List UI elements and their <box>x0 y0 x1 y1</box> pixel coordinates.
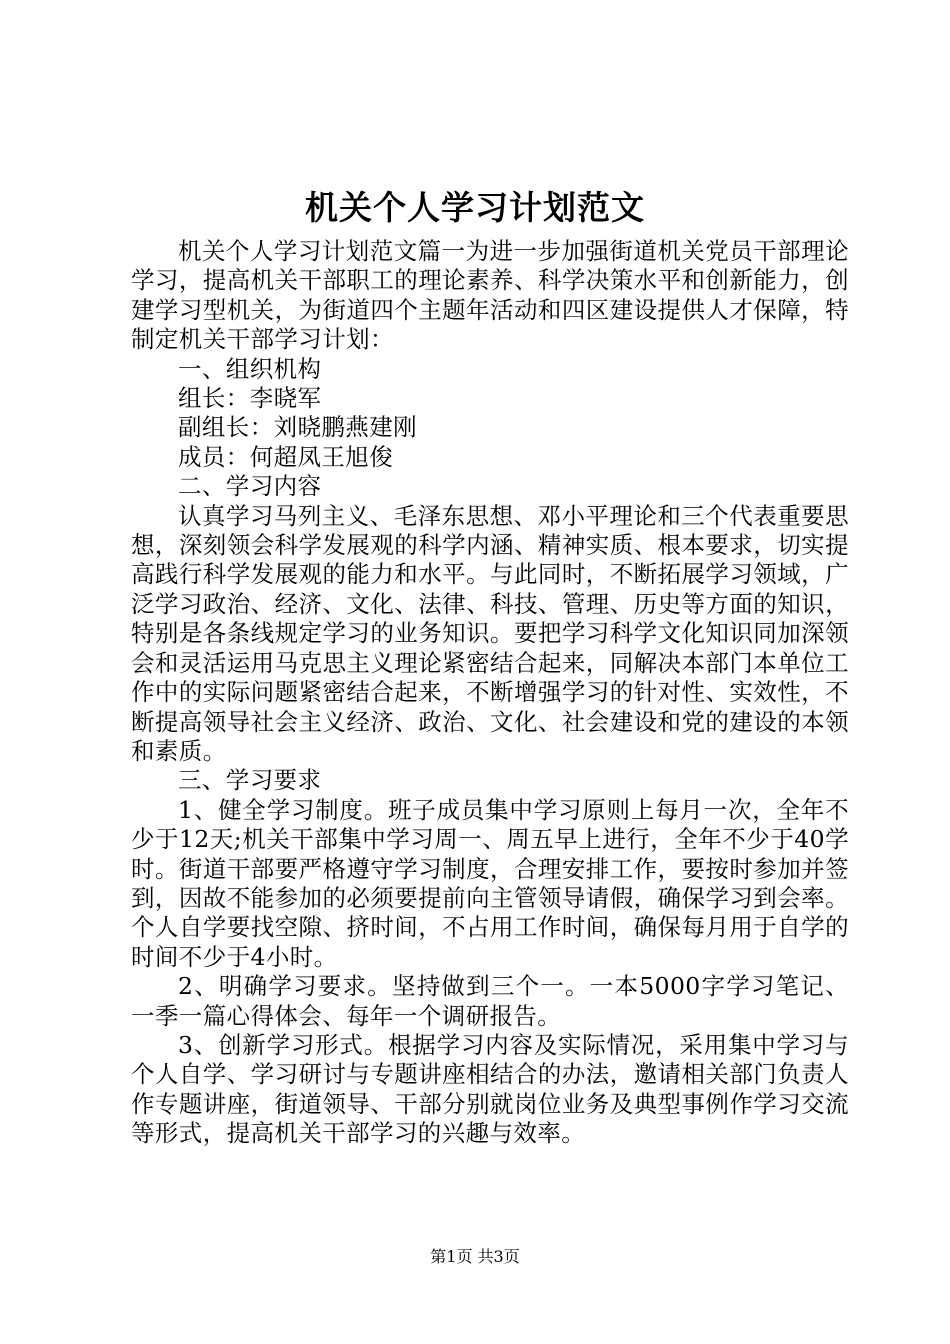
requirement-item-2: 2、明确学习要求。坚持做到三个一。一本5000字学习笔记、一季一篇心得体会、每年一个调研报告。 <box>131 972 849 1030</box>
group-leader-line: 组长：李晓军 <box>178 384 322 413</box>
requirement-item-1: 1、健全学习制度。班子成员集中学习原则上每月一次，全年不少于12天;机关干部集中学习周一、周五早上进行，全年不少于40学时。街道干部要严格遵守学习制度，合理安排工作，要按时参加并签到，因故不能参加的必须要提前向主管领导请假，确保学习到会率。个人自学要找空隙、挤时间，不占用工作时间，确保每月用于自学的时间不少于4小时。 <box>131 795 849 971</box>
intro-paragraph: 机关个人学习计划范文篇一为进一步加强街道机关党员干部理论学习，提高机关干部职工的理论素养、科学决策水平和创新能力，创建学习型机关，为街道四个主题年活动和四区建设提供人才保障，特制定机关干部学习计划： <box>131 237 849 354</box>
section-heading-content: 二、学习内容 <box>178 472 322 501</box>
document-title: 机关个人学习计划范文 <box>305 188 645 227</box>
content-paragraph: 认真学习马列主义、毛泽东思想、邓小平理论和三个代表重要思想，深刻领会科学发展观的科学内涵、精神实质、根本要求，切实提高践行科学发展观的能力和水平。与此同时，不断拓展学习领域，广泛学习政治、经济、文化、法律、科技、管理、历史等方面的知识，特别是各条线规定学习的业务知识。要把学习科学文化知识同加深领会和灵活运用马克思主义理论紧密结合起来，同解决本部门本单位工作中的实际问题紧密结合起来，不断增强学习的针对性、实效性，不断提高领导社会主义经济、政治、文化、社会建设和党的建设的本领和素质。 <box>131 501 849 765</box>
members-line: 成员：何超凤王旭俊 <box>178 442 394 471</box>
section-heading-requirements: 三、学习要求 <box>178 766 322 795</box>
requirement-item-3: 3、创新学习形式。根据学习内容及实际情况，采用集中学习与个人自学、学习研讨与专题讲座相结合的办法，邀请相关部门负责人作专题讲座，街道领导、干部分别就岗位业务及典型事例作学习交流等形式，提高机关干部学习的兴趣与效率。 <box>131 1030 849 1148</box>
document-body <box>131 237 849 1149</box>
page-number-footer: 第1页 共3页 <box>430 1247 520 1266</box>
deputy-leader-line: 副组长：刘晓鹏燕建刚 <box>178 413 417 442</box>
section-heading-organization: 一、组织机构 <box>178 354 322 383</box>
